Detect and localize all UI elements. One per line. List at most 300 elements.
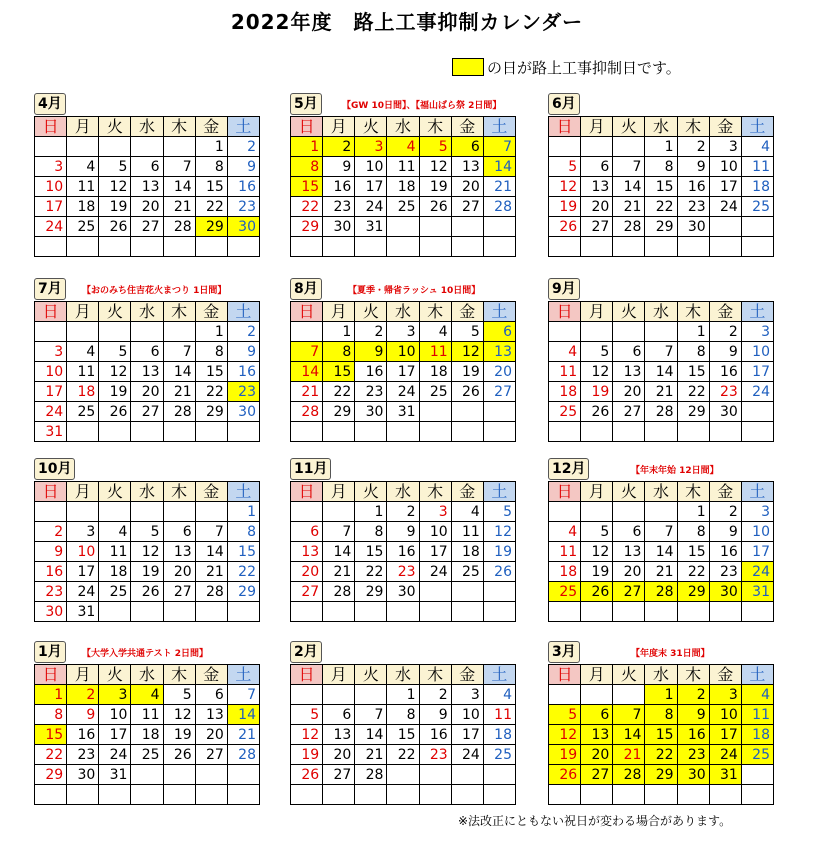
day-cell: 19 [483,542,515,562]
day-cell: 13 [131,177,163,197]
day-cell: 15 [645,725,677,745]
weekday-header: 火 [613,665,645,685]
week-row [549,217,774,237]
day-cell: 26 [581,402,613,422]
day-cell: 15 [645,177,677,197]
day-cell: 24 [35,217,67,237]
day-cell: 5 [549,705,581,725]
weekday-header: 日 [291,117,323,137]
day-cell: 31 [741,582,773,602]
day-cell: 27 [483,382,515,402]
day-cell: 17 [67,562,99,582]
weekday-header: 日 [291,302,323,322]
empty-cell [613,502,645,522]
calendar-table [290,301,516,442]
day-cell: 31 [387,402,419,422]
empty-cell [99,422,131,442]
empty-cell [645,237,677,257]
weekday-header-row [35,117,260,137]
day-cell: 11 [99,542,131,562]
week-row [35,582,260,602]
day-cell: 26 [99,217,131,237]
day-cell: 19 [163,725,195,745]
weekday-header: 火 [613,302,645,322]
day-cell: 22 [195,382,227,402]
day-cell: 30 [323,217,355,237]
legend-text: の日が路上工事抑制日です。 [487,58,681,77]
weekday-header: 月 [67,482,99,502]
empty-cell [163,765,195,785]
day-cell: 26 [419,197,451,217]
empty-cell [67,422,99,442]
day-cell: 9 [709,342,741,362]
day-cell: 12 [549,725,581,745]
day-cell: 30 [67,765,99,785]
day-cell: 8 [195,157,227,177]
day-cell: 6 [195,685,227,705]
day-cell: 11 [549,362,581,382]
weekday-header: 土 [483,302,515,322]
weekday-header: 土 [227,302,259,322]
empty-cell [163,237,195,257]
day-cell: 20 [483,362,515,382]
weekday-header-row [549,302,774,322]
day-cell: 7 [483,137,515,157]
empty-cell [35,137,67,157]
day-cell: 23 [67,745,99,765]
day-cell: 29 [677,402,709,422]
weekday-header: 土 [483,117,515,137]
day-cell: 28 [355,765,387,785]
day-cell: 1 [677,502,709,522]
empty-cell [323,502,355,522]
day-cell: 19 [549,745,581,765]
day-cell: 21 [195,562,227,582]
week-row [549,382,774,402]
empty-cell [99,237,131,257]
empty-cell [419,765,451,785]
weekday-header: 火 [99,117,131,137]
empty-cell [67,785,99,805]
empty-cell [99,502,131,522]
weekday-header: 金 [709,302,741,322]
weekday-header: 日 [291,665,323,685]
day-cell: 24 [741,562,773,582]
day-cell: 16 [35,562,67,582]
day-cell: 28 [163,217,195,237]
day-cell: 7 [613,157,645,177]
empty-cell [227,765,259,785]
weekday-header: 木 [163,665,195,685]
month-calendar [548,457,774,622]
day-cell: 21 [645,382,677,402]
week-row [291,237,516,257]
day-cell: 21 [163,197,195,217]
week-row [291,602,516,622]
empty-cell [131,322,163,342]
weekday-header: 金 [451,482,483,502]
empty-cell [323,602,355,622]
day-cell: 24 [99,745,131,765]
day-cell: 3 [387,322,419,342]
day-cell: 18 [741,177,773,197]
day-cell: 3 [709,685,741,705]
day-cell: 30 [677,765,709,785]
day-cell: 29 [195,217,227,237]
day-cell: 1 [195,137,227,157]
day-cell: 11 [67,177,99,197]
weekday-header: 水 [131,482,163,502]
week-row [35,322,260,342]
day-cell: 15 [355,542,387,562]
week-row [291,502,516,522]
empty-cell [195,765,227,785]
empty-cell [645,785,677,805]
day-cell: 29 [195,402,227,422]
month-header [34,457,260,481]
empty-cell [613,685,645,705]
day-cell: 1 [645,685,677,705]
calendar-table [548,481,774,622]
day-cell: 19 [131,562,163,582]
week-row [35,705,260,725]
empty-cell [131,422,163,442]
day-cell: 1 [35,685,67,705]
day-cell: 1 [323,322,355,342]
weekday-header: 水 [387,665,419,685]
empty-cell [741,765,773,785]
empty-cell [131,602,163,622]
day-cell: 22 [35,745,67,765]
day-cell: 31 [709,765,741,785]
week-row [549,745,774,765]
day-cell: 25 [99,582,131,602]
month-label: 2月 [290,641,322,663]
weekday-header: 金 [451,665,483,685]
empty-cell [67,322,99,342]
day-cell: 22 [645,745,677,765]
day-cell: 22 [323,382,355,402]
legend [452,56,681,78]
day-cell: 1 [195,322,227,342]
day-cell: 6 [613,342,645,362]
empty-cell [483,217,515,237]
day-cell: 2 [355,322,387,342]
weekday-header-row [291,302,516,322]
weekday-header: 火 [613,482,645,502]
day-cell: 9 [419,705,451,725]
empty-cell [741,217,773,237]
day-cell: 15 [291,177,323,197]
day-cell: 23 [677,745,709,765]
day-cell: 16 [227,177,259,197]
week-row [291,685,516,705]
day-cell: 19 [419,177,451,197]
day-cell: 5 [549,157,581,177]
month-calendar [548,92,774,257]
day-cell: 26 [291,765,323,785]
week-row [35,237,260,257]
week-row [35,502,260,522]
day-cell: 13 [291,542,323,562]
empty-cell [645,502,677,522]
empty-cell [323,237,355,257]
day-cell: 6 [131,157,163,177]
day-cell: 13 [163,542,195,562]
day-cell: 23 [709,382,741,402]
day-cell: 8 [677,342,709,362]
weekday-header: 水 [645,302,677,322]
day-cell: 12 [99,177,131,197]
day-cell: 7 [291,342,323,362]
day-cell: 3 [67,522,99,542]
empty-cell [227,602,259,622]
day-cell: 4 [419,322,451,342]
day-cell: 29 [355,582,387,602]
empty-cell [387,785,419,805]
month-label: 4月 [34,93,66,115]
day-cell: 20 [323,745,355,765]
weekday-header: 土 [741,117,773,137]
day-cell: 23 [709,562,741,582]
day-cell: 26 [549,765,581,785]
day-cell: 10 [709,705,741,725]
empty-cell [131,502,163,522]
day-cell: 18 [483,725,515,745]
weekday-header-row [291,117,516,137]
empty-cell [419,785,451,805]
empty-cell [741,402,773,422]
empty-cell [581,602,613,622]
day-cell: 9 [709,522,741,542]
month-label: 11月 [290,458,331,480]
week-row [291,725,516,745]
calendar-table [548,301,774,442]
month-note: 【年度末 31日間】 [631,649,710,659]
day-cell: 27 [451,197,483,217]
week-row [291,197,516,217]
week-row [291,322,516,342]
day-cell: 11 [483,705,515,725]
weekday-header: 木 [677,482,709,502]
weekday-header-row [291,482,516,502]
calendar-table [290,481,516,622]
day-cell: 20 [581,197,613,217]
month-label: 10月 [34,458,75,480]
day-cell: 15 [35,725,67,745]
day-cell: 12 [549,177,581,197]
day-cell: 5 [99,157,131,177]
day-cell: 12 [451,342,483,362]
day-cell: 16 [323,177,355,197]
day-cell: 10 [67,542,99,562]
month-label: 1月 [34,641,66,663]
weekday-header: 月 [581,117,613,137]
empty-cell [451,602,483,622]
empty-cell [483,402,515,422]
empty-cell [99,602,131,622]
empty-cell [581,237,613,257]
day-cell: 22 [387,745,419,765]
week-row [549,177,774,197]
empty-cell [483,785,515,805]
day-cell: 21 [291,382,323,402]
day-cell: 8 [291,157,323,177]
month-header [548,457,774,481]
empty-cell [163,422,195,442]
day-cell: 13 [581,177,613,197]
empty-cell [195,237,227,257]
month-label: 9月 [548,278,580,300]
day-cell: 20 [613,562,645,582]
day-cell: 8 [323,342,355,362]
day-cell: 28 [645,582,677,602]
day-cell: 14 [195,542,227,562]
month-note: 【夏季・帰省ラッシュ 10日間】 [348,286,481,296]
week-row [35,745,260,765]
empty-cell [131,137,163,157]
day-cell: 6 [163,522,195,542]
day-cell: 24 [355,197,387,217]
week-row [35,362,260,382]
empty-cell [355,237,387,257]
day-cell: 1 [227,502,259,522]
empty-cell [227,237,259,257]
weekday-header: 月 [67,665,99,685]
weekday-header: 日 [549,117,581,137]
weekday-header: 金 [195,665,227,685]
weekday-header: 水 [645,665,677,685]
day-cell: 5 [163,685,195,705]
calendar-table [548,116,774,257]
empty-cell [451,582,483,602]
day-cell: 26 [581,582,613,602]
day-cell: 26 [549,217,581,237]
day-cell: 6 [581,157,613,177]
empty-cell [549,602,581,622]
week-row [291,422,516,442]
day-cell: 4 [741,685,773,705]
empty-cell [451,765,483,785]
month-header [290,92,516,116]
day-cell: 26 [99,402,131,422]
week-row [35,177,260,197]
empty-cell [581,137,613,157]
empty-cell [549,785,581,805]
week-row [291,522,516,542]
empty-cell [581,422,613,442]
day-cell: 17 [419,542,451,562]
day-cell: 1 [677,322,709,342]
day-cell: 20 [163,562,195,582]
day-cell: 17 [355,177,387,197]
day-cell: 27 [323,765,355,785]
day-cell: 10 [35,177,67,197]
weekday-header: 日 [35,117,67,137]
month-label: 8月 [290,278,322,300]
day-cell: 18 [387,177,419,197]
month-header [548,92,774,116]
day-cell: 11 [741,157,773,177]
day-cell: 21 [483,177,515,197]
day-cell: 18 [131,725,163,745]
day-cell: 20 [451,177,483,197]
day-cell: 3 [709,137,741,157]
day-cell: 9 [227,342,259,362]
week-row [291,342,516,362]
empty-cell [549,422,581,442]
day-cell: 17 [709,177,741,197]
empty-cell [67,237,99,257]
day-cell: 30 [677,217,709,237]
week-row [291,542,516,562]
empty-cell [741,422,773,442]
day-cell: 22 [291,197,323,217]
day-cell: 19 [99,197,131,217]
day-cell: 23 [323,197,355,217]
week-row [549,137,774,157]
day-cell: 10 [387,342,419,362]
day-cell: 15 [677,542,709,562]
day-cell: 19 [99,382,131,402]
empty-cell [581,685,613,705]
weekday-header: 水 [387,482,419,502]
day-cell: 3 [35,157,67,177]
day-cell: 22 [645,197,677,217]
empty-cell [483,237,515,257]
page-title: 2022年度 路上工事抑制カレンダー [230,10,584,34]
day-cell: 9 [227,157,259,177]
day-cell: 30 [227,402,259,422]
empty-cell [163,785,195,805]
month-calendar [34,640,260,805]
day-cell: 14 [645,542,677,562]
empty-cell [451,217,483,237]
day-cell: 26 [163,745,195,765]
day-cell: 13 [323,725,355,745]
empty-cell [35,237,67,257]
day-cell: 12 [581,542,613,562]
day-cell: 11 [387,157,419,177]
week-row [35,197,260,217]
week-row [291,157,516,177]
empty-cell [483,582,515,602]
day-cell: 13 [483,342,515,362]
empty-cell [35,785,67,805]
day-cell: 23 [227,197,259,217]
day-cell: 13 [451,157,483,177]
day-cell: 20 [581,745,613,765]
day-cell: 23 [387,562,419,582]
weekday-header: 金 [195,482,227,502]
empty-cell [387,765,419,785]
day-cell: 29 [323,402,355,422]
day-cell: 29 [227,582,259,602]
day-cell: 27 [291,582,323,602]
weekday-header: 火 [355,117,387,137]
day-cell: 31 [99,765,131,785]
day-cell: 6 [483,322,515,342]
day-cell: 13 [613,542,645,562]
weekday-header: 水 [131,302,163,322]
day-cell: 5 [131,522,163,542]
day-cell: 20 [131,382,163,402]
weekday-header: 土 [483,482,515,502]
empty-cell [131,785,163,805]
day-cell: 16 [677,177,709,197]
day-cell: 7 [645,522,677,542]
weekday-header: 水 [131,117,163,137]
